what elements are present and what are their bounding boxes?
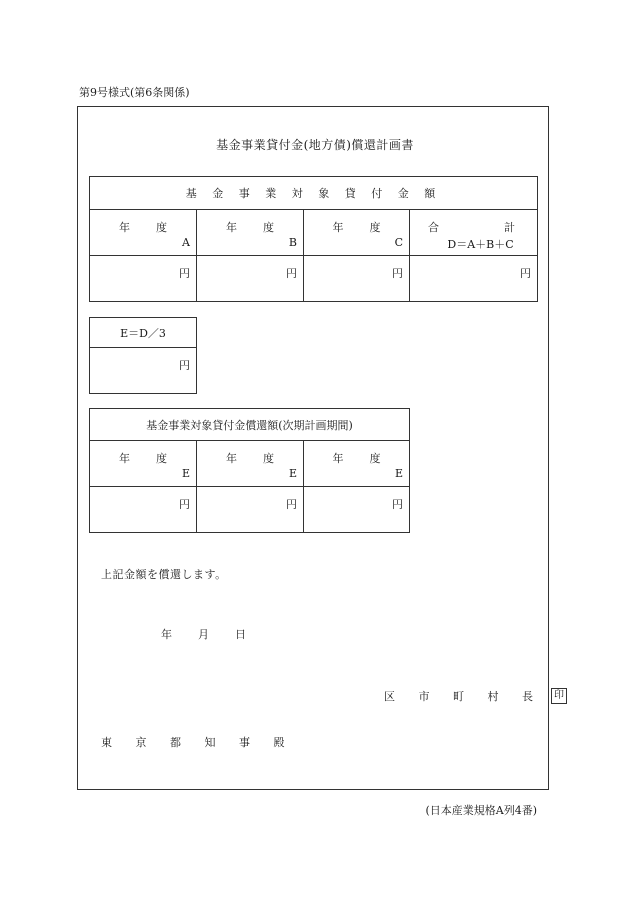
repay-year-2-cell: [197, 441, 304, 487]
date-day-label: 日: [235, 628, 246, 641]
fiscal-label: 度: [156, 452, 167, 465]
repay-amount-3-cell: [304, 487, 410, 533]
total-label-end: 計: [504, 221, 516, 234]
e-amount-cell: [90, 348, 197, 394]
yen-unit: 円: [179, 267, 190, 280]
year-label: 年: [332, 452, 344, 465]
loan-amount-table: [89, 176, 538, 302]
column-letter-e: E: [181, 467, 190, 480]
column-letter-c: C: [394, 236, 403, 249]
repayment-header: 基金事業対象貸付金償還額(次期計画期間): [90, 409, 410, 441]
amount-c-cell: [304, 256, 410, 302]
e-formula-table: [89, 317, 197, 394]
year-label: 年: [332, 221, 344, 234]
repay-year-1-cell: [90, 441, 197, 487]
total-formula: D＝A＋B＋C: [447, 238, 514, 251]
column-letter-e: E: [395, 467, 404, 480]
repay-amount-2-cell: [197, 487, 304, 533]
amount-total-cell: [410, 256, 538, 302]
signer-line: [384, 688, 567, 704]
repay-amount-1-cell: [90, 487, 197, 533]
date-month-label: 月: [198, 628, 209, 641]
fiscal-label: 度: [263, 452, 274, 465]
addressee: 東 京 都 知 事 殿: [101, 736, 295, 749]
year-label: 年: [226, 221, 237, 234]
date-line: [161, 626, 246, 642]
fiscal-label: 度: [369, 221, 381, 234]
paper-size-note: (日本産業規格A列4番): [425, 804, 537, 817]
yen-unit: 円: [392, 267, 403, 280]
form-code: 第9号様式(第6条関係): [79, 86, 190, 99]
yen-unit: 円: [179, 359, 190, 372]
amount-b-cell: [197, 256, 304, 302]
date-year-label: 年: [161, 628, 172, 641]
signer-title: 区 市 町 村 長: [384, 690, 543, 703]
document-title: 基金事業貸付金(地方債)償還計画書: [216, 138, 414, 152]
year-c-cell: [304, 210, 410, 256]
total-label-start: 合: [428, 221, 439, 234]
column-letter-b: B: [288, 236, 297, 249]
year-label: 年: [226, 452, 237, 465]
fiscal-label: 度: [156, 221, 167, 234]
year-label: 年: [119, 452, 130, 465]
yen-unit: 円: [286, 498, 297, 511]
year-label: 年: [119, 221, 130, 234]
column-letter-a: A: [182, 236, 190, 249]
year-b-cell: [197, 210, 304, 256]
year-a-cell: [90, 210, 197, 256]
loan-amount-header: 基 金 事 業 対 象 貸 付 金 額: [90, 177, 538, 210]
repay-year-3-cell: [304, 441, 410, 487]
yen-unit: 円: [520, 267, 532, 280]
yen-unit: 円: [392, 498, 404, 511]
yen-unit: 円: [286, 267, 297, 280]
e-formula-header: E＝D／3: [90, 318, 197, 348]
seal-mark: 印: [551, 688, 567, 704]
repayment-table: [89, 408, 410, 533]
yen-unit: 円: [179, 498, 190, 511]
fiscal-label: 度: [263, 221, 274, 234]
column-letter-e: E: [288, 467, 297, 480]
fiscal-label: 度: [369, 452, 381, 465]
total-cell: [410, 210, 538, 256]
repayment-statement: 上記金額を償還します。: [101, 568, 227, 581]
amount-a-cell: [90, 256, 197, 302]
